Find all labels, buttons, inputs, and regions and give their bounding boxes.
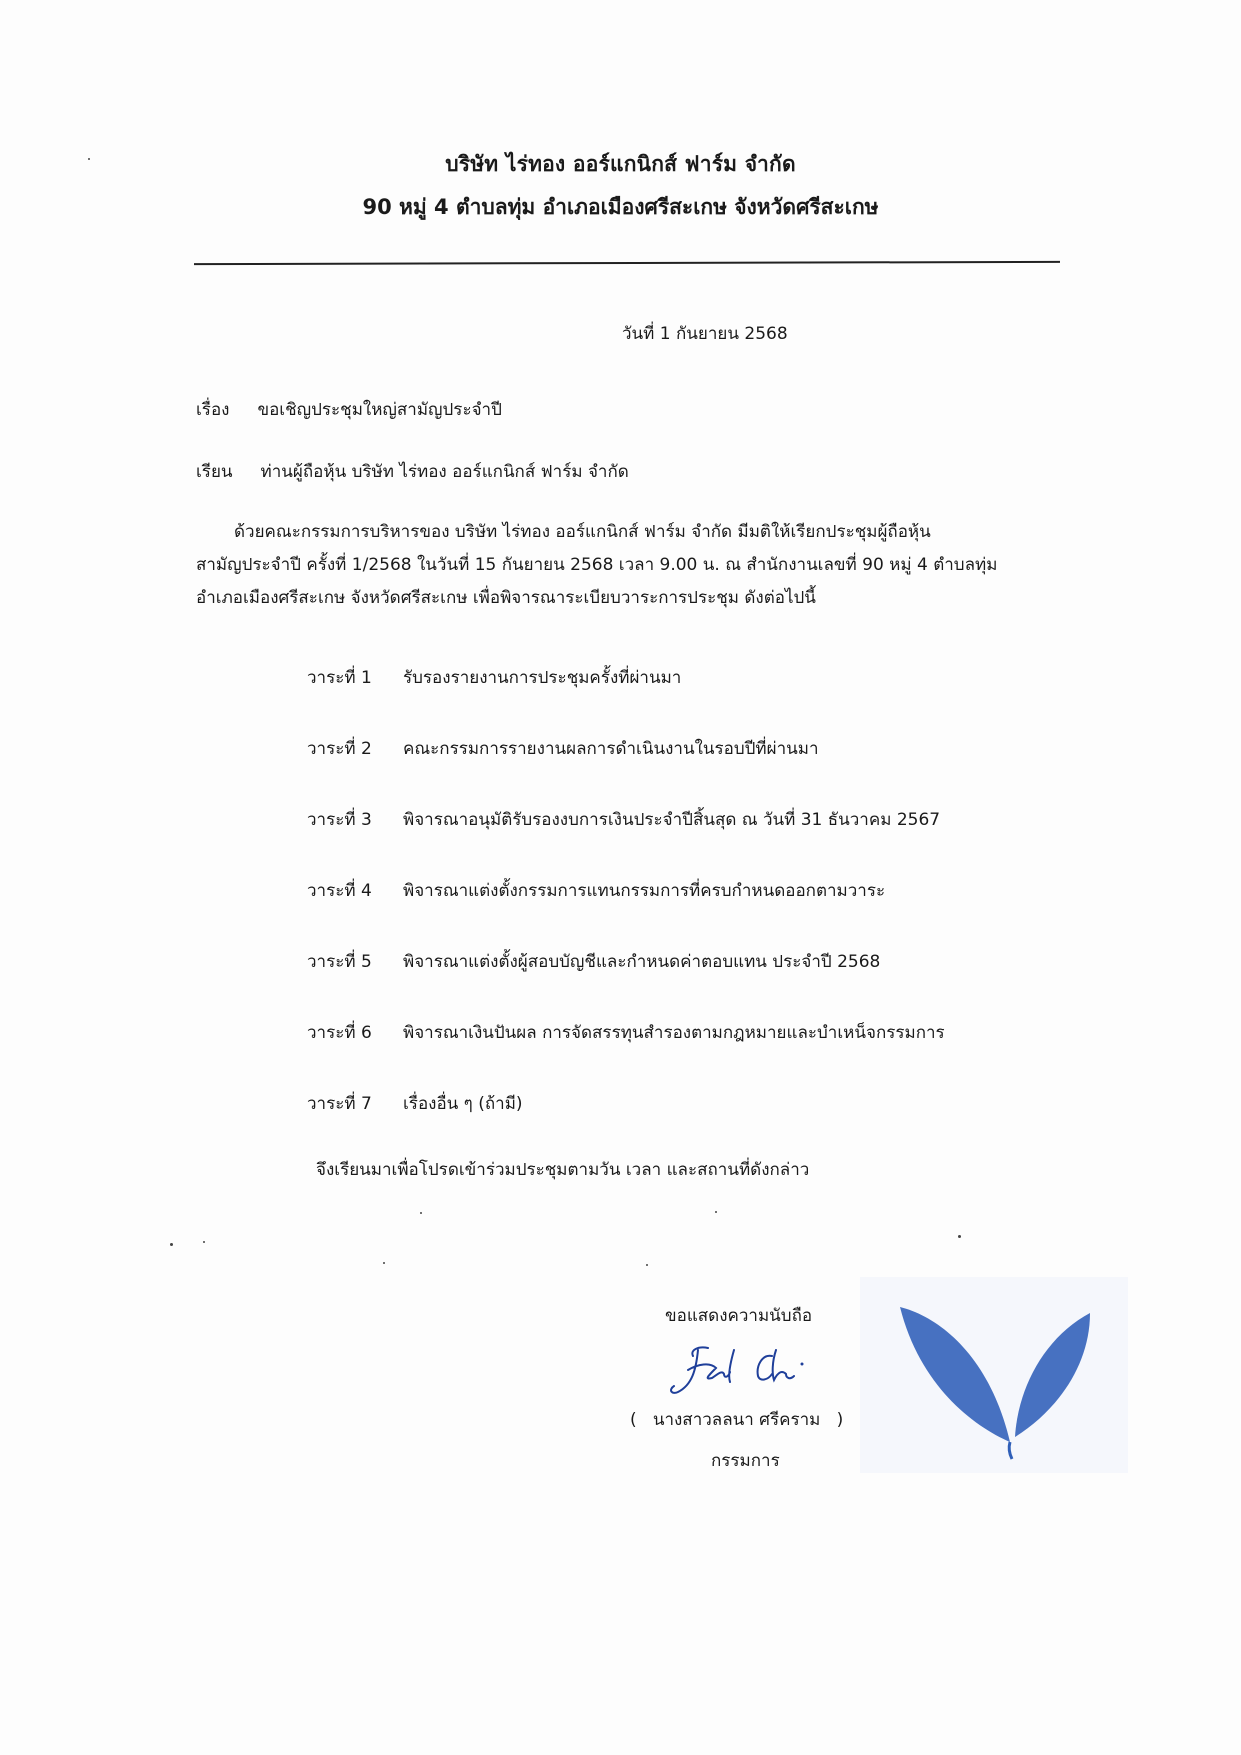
signer-name: ( นางสาวลลนา ศรีคราม )	[630, 1410, 844, 1430]
body-paragraph	[196, 516, 1054, 615]
agenda-number: วาระที่ 7	[307, 1094, 372, 1114]
scan-speck	[420, 1212, 422, 1214]
agenda-number: วาระที่ 1	[307, 668, 372, 688]
recipient-text: ท่านผู้ถือหุ้น บริษัท ไร่ทอง ออร์แกนิกส์ ฟาร์ม จำกัด	[260, 462, 629, 482]
signer-position: กรรมการ	[711, 1451, 780, 1471]
body-line: ด้วยคณะกรรมการบริหารของ บริษัท ไร่ทอง ออร์แกนิกส์ ฟาร์ม จำกัด มีมติให้เรียกประชุมผู้ถือหุ้น	[234, 522, 931, 542]
agenda-number: วาระที่ 3	[307, 810, 372, 830]
company-address: 90 หมู่ 4 ตำบลทุ่ม อำเภอเมืองศรีสะเกษ จังหวัดศรีสะเกษ	[362, 195, 879, 219]
scan-speck	[958, 1235, 961, 1238]
leaf-stamp-icon	[860, 1277, 1128, 1473]
subject-text: ขอเชิญประชุมใหญ่สามัญประจำปี	[257, 400, 502, 420]
scan-speck	[88, 158, 90, 160]
scan-speck	[203, 1241, 205, 1243]
letter-date: วันที่ 1 กันยายน 2568	[622, 324, 788, 344]
closing-sentence: จึงเรียนมาเพื่อโปรดเข้าร่วมประชุมตามวัน เวลา และสถานที่ดังกล่าว	[316, 1160, 810, 1180]
agenda-number: วาระที่ 2	[307, 739, 372, 759]
body-line: สามัญประจำปี ครั้งที่ 1/2568 ในวันที่ 15 กันยายน 2568 เวลา 9.00 น. ณ สำนักงานเลขที่ 90 หมู่ 4 ตำบลทุ่ม	[196, 555, 998, 575]
agenda-item	[307, 802, 1007, 837]
scan-speck	[715, 1211, 717, 1213]
agenda-text: พิจารณาแต่งตั้งกรรมการแทนกรรมการที่ครบกำหนดออกตามวาระ	[403, 881, 886, 901]
agenda-item	[307, 1015, 1007, 1050]
recipient-row	[196, 458, 629, 485]
agenda-number: วาระที่ 6	[307, 1023, 372, 1043]
scan-speck	[170, 1243, 173, 1246]
agenda-text: รับรองรายงานการประชุมครั้งที่ผ่านมา	[403, 668, 682, 688]
agenda-number: วาระที่ 5	[307, 952, 372, 972]
subject-label: เรื่อง	[196, 400, 230, 420]
agenda-item	[307, 944, 1007, 979]
agenda-item	[307, 873, 1007, 908]
agenda-text: เรื่องอื่น ๆ (ถ้ามี)	[403, 1094, 523, 1114]
agenda-item	[307, 660, 1007, 695]
scan-speck	[646, 1264, 648, 1266]
recipient-label: เรียน	[196, 462, 233, 482]
subject-row	[196, 396, 502, 423]
agenda-list	[307, 660, 1007, 1157]
scan-speck	[383, 1262, 385, 1264]
header-divider	[194, 261, 1060, 265]
signature-mark	[668, 1340, 868, 1400]
agenda-item	[307, 731, 1007, 766]
body-line: อำเภอเมืองศรีสะเกษ จังหวัดศรีสะเกษ เพื่อพิจารณาระเบียบวาระการประชุม ดังต่อไปนี้	[196, 588, 816, 608]
agenda-text: พิจารณาเงินปันผล การจัดสรรทุนสำรองตามกฎหมายและบำเหน็จกรรมการ	[403, 1023, 945, 1043]
closing-regards: ขอแสดงความนับถือ	[665, 1306, 813, 1326]
agenda-number: วาระที่ 4	[307, 881, 372, 901]
company-name: บริษัท ไร่ทอง ออร์แกนิกส์ ฟาร์ม จำกัด	[445, 152, 796, 176]
agenda-text: พิจารณาแต่งตั้งผู้สอบบัญชีและกำหนดค่าตอบแทน ประจำปี 2568	[403, 952, 881, 972]
agenda-text: คณะกรรมการรายงานผลการดำเนินงานในรอบปีที่ผ่านมา	[403, 739, 819, 759]
agenda-item	[307, 1086, 1007, 1121]
agenda-text: พิจารณาอนุมัติรับรองงบการเงินประจำปีสิ้นสุด ณ วันที่ 31 ธันวาคม 2567	[403, 810, 941, 830]
